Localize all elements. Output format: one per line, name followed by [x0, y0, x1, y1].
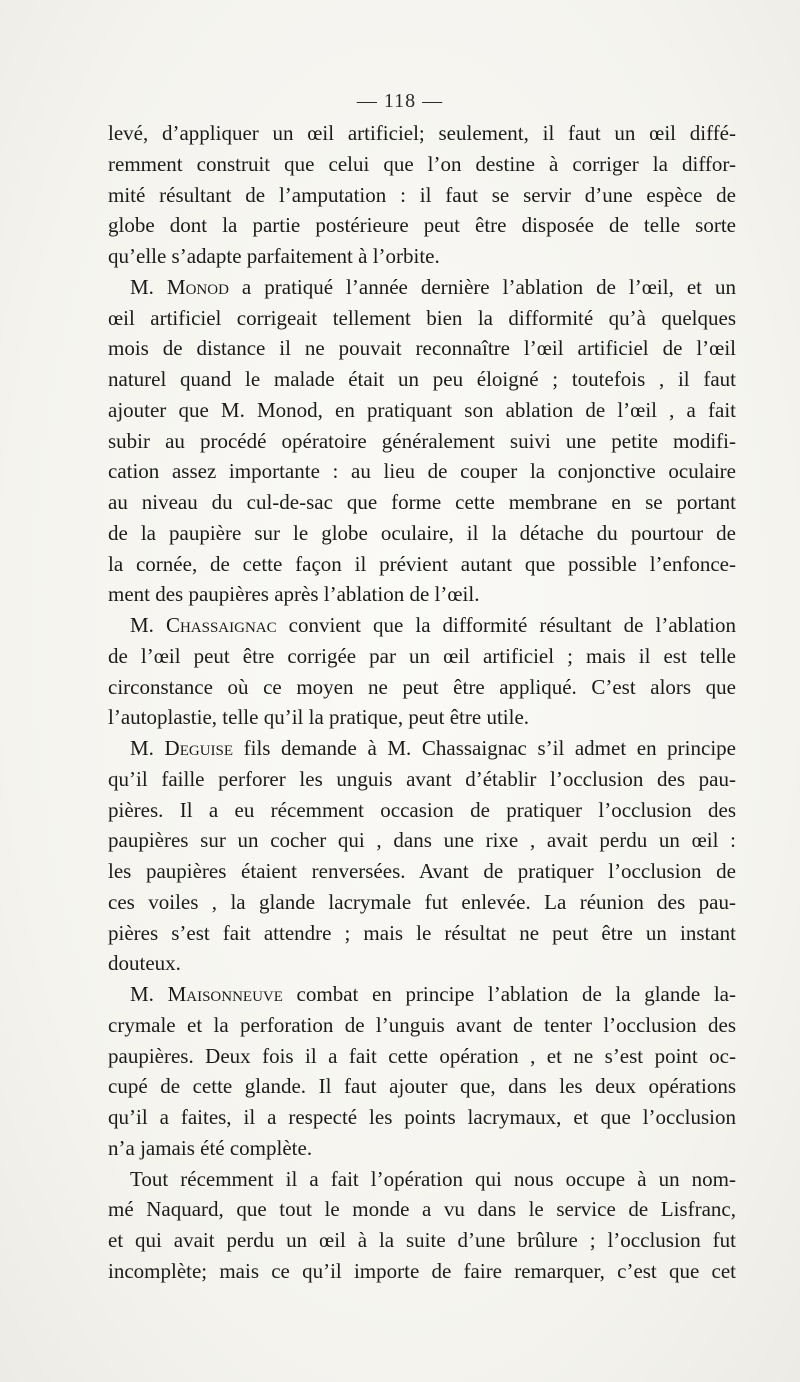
speaker-name: Monod — [166, 274, 229, 299]
text-line: de l’œil peut être corrigée par un œil artificiel ; mais il est telle — [108, 643, 736, 668]
text-line: paupières sur un cocher qui , dans une rixe , avait perdu un œil : — [108, 828, 736, 853]
text-line: ment des paupières après l’ablation de l’œil. — [108, 582, 480, 607]
text-line: la cornée, de cette façon il prévient autant que possible l’enfonce- — [108, 551, 736, 576]
text-line: qu’elle s’adapte parfaitement à l’orbite. — [108, 244, 440, 268]
text-line: qu’il faille perforer les unguis avant d’établir l’occlusion des pau- — [108, 766, 736, 791]
text-line: au niveau du cul-de-sac que forme cette membrane en se portant — [108, 490, 736, 514]
text-line: globe dont la partie postérieure peut être disposée de telle sorte — [108, 213, 736, 238]
text-line: ces voiles , la glande lacrymale fut enlevée. La réunion des pau- — [108, 889, 736, 914]
text-line: circonstance où ce moyen ne peut être appliqué. C’est alors que — [108, 674, 736, 699]
text-line: M. Chassaignac convient que la difformité résultant de l’ablation — [130, 613, 736, 637]
text-line: Tout récemment il a fait l’opération qui nous occupe à un nom- — [130, 1166, 736, 1191]
text-line: mois de distance il ne pouvait reconnaître l’œil artificiel de l’œil — [108, 336, 736, 361]
text-line: M. Deguise fils demande à M. Chassaignac s’il admet en principe — [130, 736, 736, 760]
text-line: pières s’est fait attendre ; mais le résultat ne peut être un instant — [108, 920, 736, 945]
text-line: n’a jamais été complète. — [108, 1135, 313, 1160]
text-line: paupières. Deux fois il a fait cette opération , et ne s’est point oc- — [108, 1043, 736, 1068]
text-line: qu’il a faites, il a respecté les points lacrymaux, et que l’occlusion — [108, 1105, 736, 1129]
text-line: pières. Il a eu récemment occasion de pratiquer l’occlusion des — [108, 797, 736, 822]
text-line: incomplète; mais ce qu’il importe de faire remarquer, c’est que cet — [108, 1258, 736, 1283]
speaker-name: Chassaignac — [165, 613, 277, 637]
text-line: œil artificiel corrigeait tellement bien la difformité qu’à quelques — [108, 305, 736, 330]
text-line: remment construit que celui que l’on destine à corriger la diffor- — [108, 151, 736, 176]
text-line: M. Maisonneuve combat en principe l’ablation de la glande la- — [130, 982, 736, 1006]
text-line: et qui avait perdu un œil à la suite d’une brûlure ; l’occlusion fut — [108, 1228, 736, 1252]
text-line: l’autoplastie, telle qu’il la pratique, peut être utile. — [108, 705, 530, 730]
text-line: de la paupière sur le globe oculaire, il la détache du pourtour de — [108, 520, 736, 545]
text-line: cation assez importante : au lieu de couper la conjonctive oculaire — [108, 459, 736, 484]
text-line: levé, d’appliquer un œil artificiel; seulement, il faut un œil diffé- — [108, 121, 736, 145]
text-line: cupé de cette glande. Il faut ajouter que, dans les deux opérations — [108, 1074, 736, 1099]
text-line: naturel quand le malade était un peu éloigné ; toutefois , il faut — [108, 367, 736, 391]
text-line: M. Monod a pratiqué l’année dernière l’ablation de l’œil, et un — [130, 274, 736, 299]
text-line: douteux. — [108, 951, 181, 976]
text-line: mé Naquard, que tout le monde a vu dans le service de Lisfranc, — [108, 1197, 736, 1222]
speaker-name: Deguise — [164, 736, 234, 760]
text-line: mité résultant de l’amputation : il faut se servir d’une espèce de — [108, 182, 736, 207]
page-number: — 118 — — [356, 90, 444, 112]
text-line: subir au procédé opératoire généralement suivi une petite modifi- — [108, 428, 736, 453]
text-line: les paupières étaient renversées. Avant de pratiquer l’occlusion de — [108, 859, 736, 883]
text-line: crymale et la perforation de l’unguis avant de tenter l’occlusion des — [108, 1012, 736, 1037]
speaker-name: Maisonneuve — [167, 982, 283, 1006]
text-line: ajouter que M. Monod, en pratiquant son ablation de l’œil , a fait — [108, 397, 736, 422]
body-text — [108, 118, 736, 1287]
